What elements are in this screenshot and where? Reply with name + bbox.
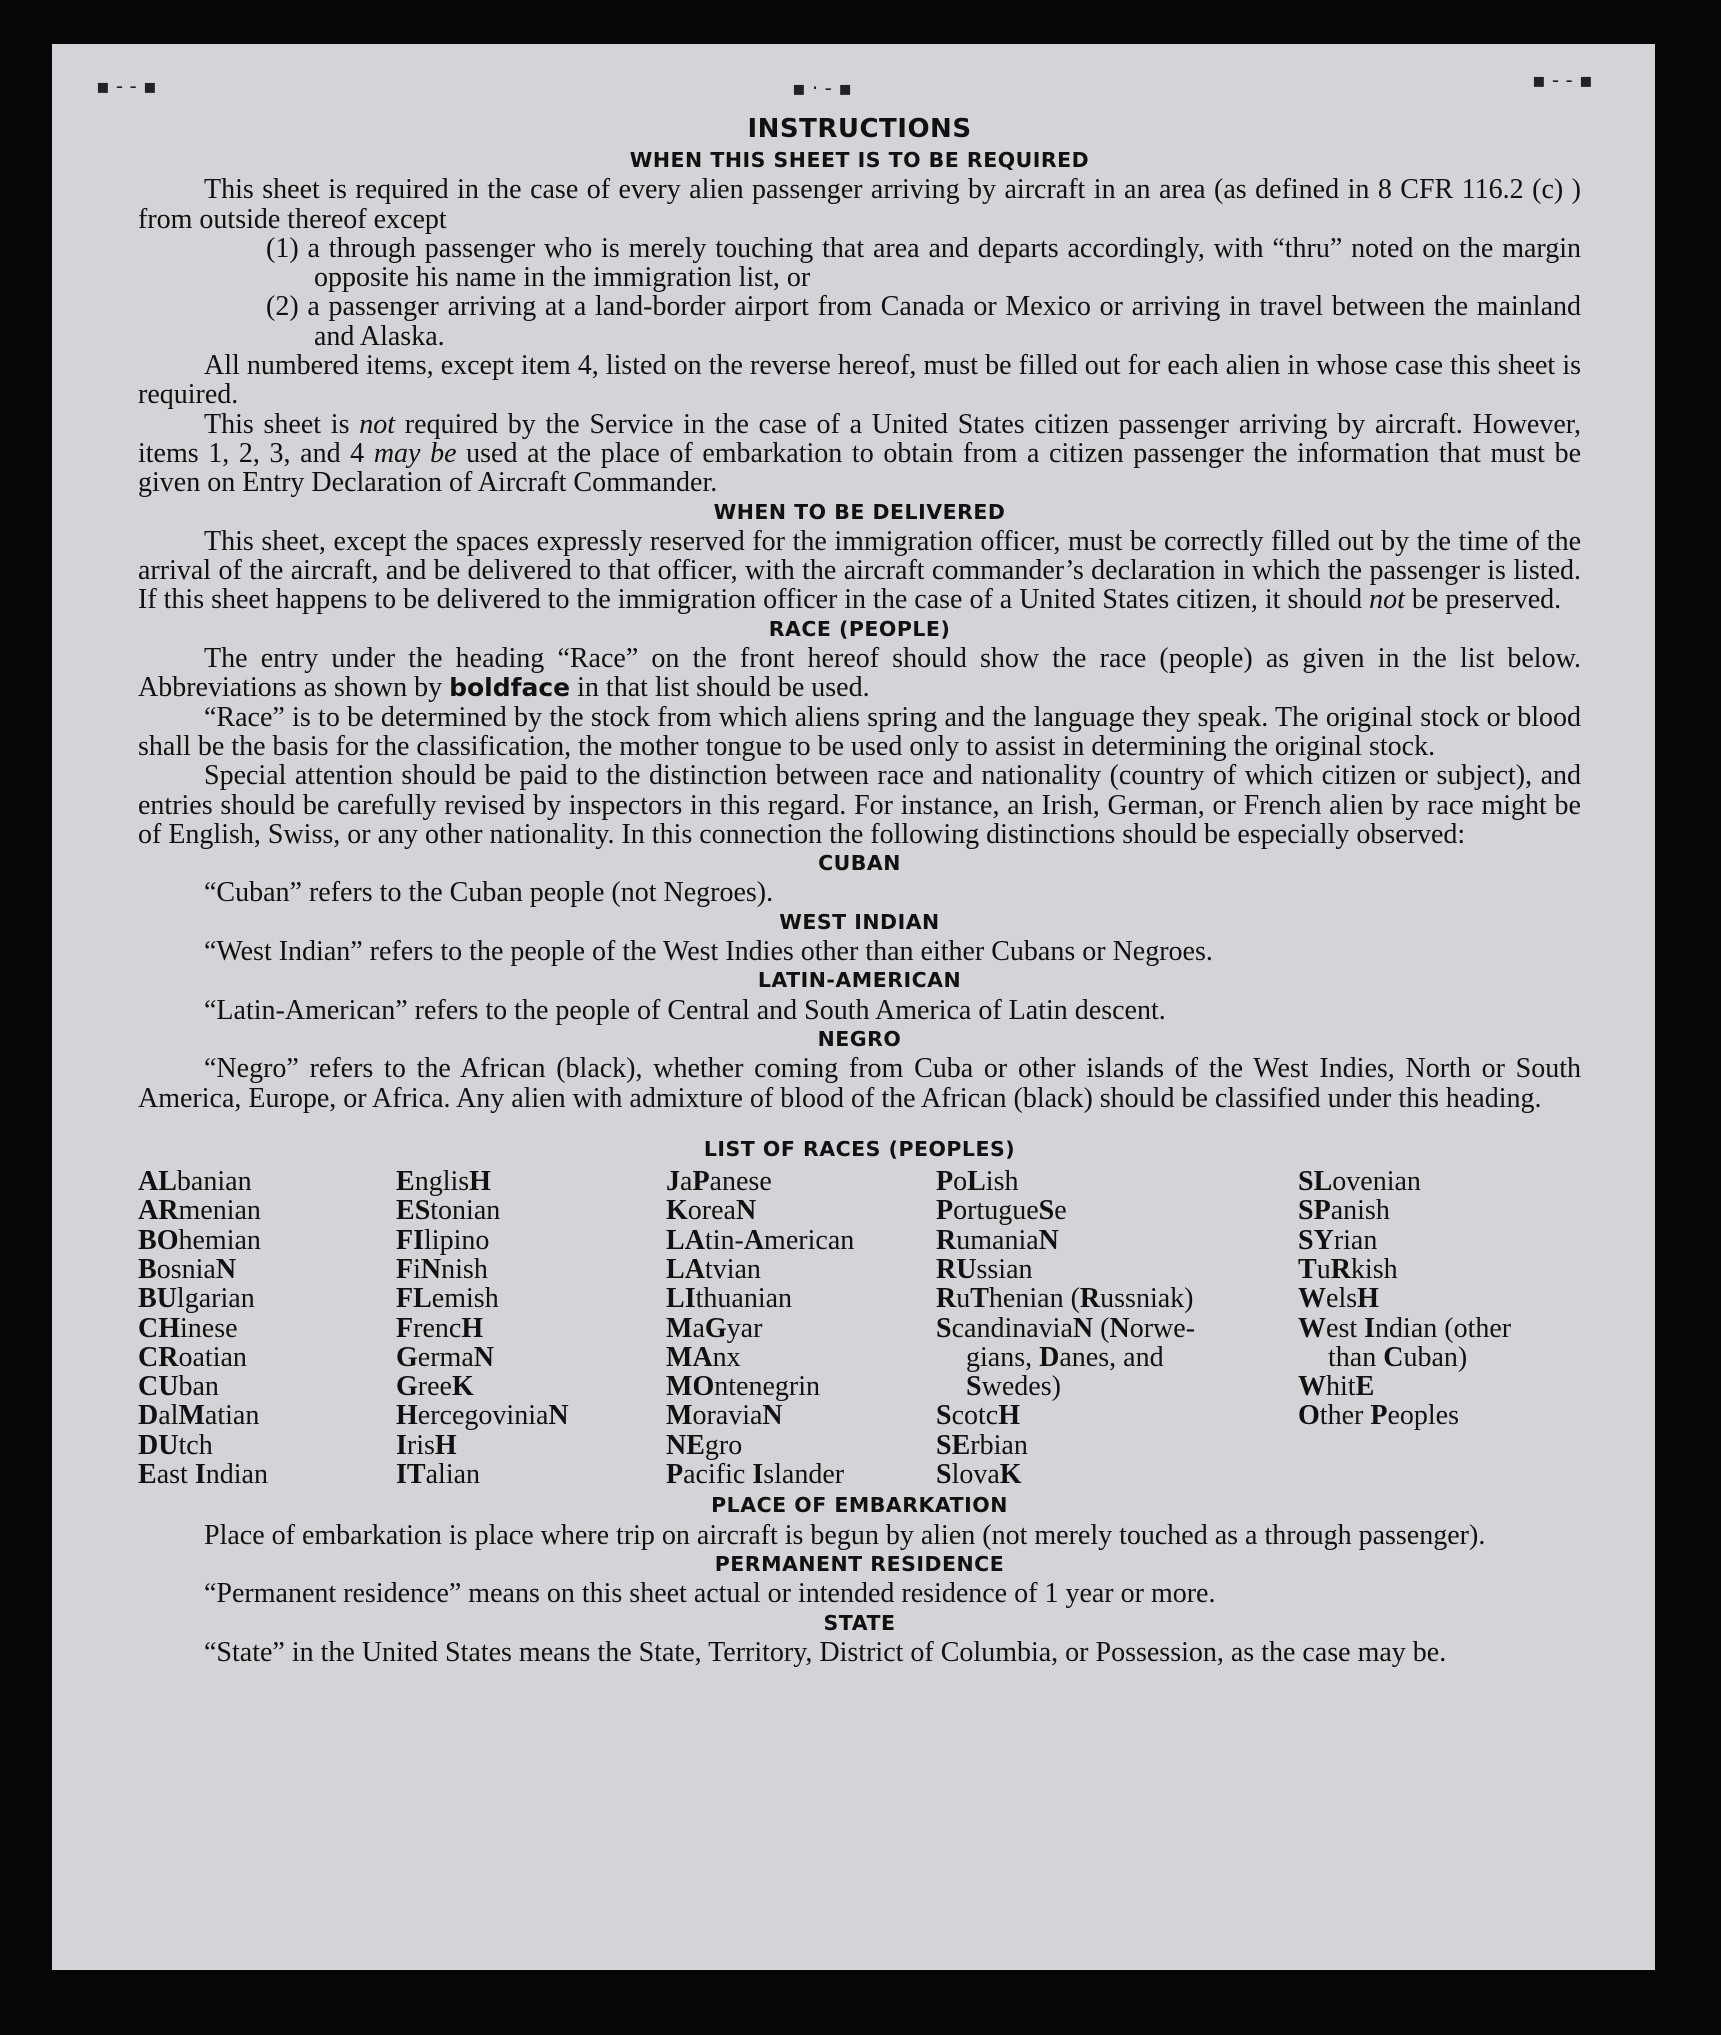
exception-item-1: (1) a through passenger who is merely touching that area and departs accordingly, with “thru” noted on the margin opposite his name in the immigration list, or — [266, 232, 1581, 294]
race-entry: CHinese — [138, 1312, 238, 1344]
races-column — [666, 1167, 936, 1489]
race-entry: EStonian — [396, 1195, 501, 1227]
main-title: INSTRUCTIONS — [747, 114, 972, 144]
races-column — [1298, 1167, 1581, 1489]
races-column — [936, 1167, 1298, 1489]
race-entry: ARmenian — [138, 1195, 261, 1227]
race-entry: West Indian (other — [1298, 1312, 1512, 1344]
race-entry: ITalian — [396, 1459, 481, 1491]
section-heading-race: RACE (PEOPLE) — [768, 616, 951, 641]
section-heading-list-of-races: LIST OF RACES (PEOPLES) — [703, 1136, 1016, 1161]
punch-marks: ▪ · ‐ ▪ — [792, 76, 852, 100]
race-entry: MaGyar — [666, 1312, 763, 1344]
race-entry: WhitE — [1298, 1371, 1375, 1403]
punch-marks: ▪ ‐ ‐ ▪ — [1532, 68, 1593, 92]
race-entry: WelsH — [1298, 1283, 1379, 1315]
required-intro: This sheet is required in the case of every alien passenger arriving by aircraft in an area (as defined in 8 CFR 116.2 (c) ) from outside thereof except — [138, 174, 1581, 235]
race-entry: LAtvian — [666, 1253, 761, 1285]
race-entry: gians, Danes, and — [966, 1341, 1164, 1373]
race-entry: BUlgarian — [138, 1283, 255, 1315]
races-list — [138, 1167, 1581, 1489]
race-paragraph-3: Special attention should be paid to the distinction between race and nationality (country of which citizen or subject), and entries should be carefully revised by inspectors in this regard. For instance, an Irish, German, or French alien by race might be of English, Swiss, or any other nationality. In this connection the following distinctions should be especially observed: — [138, 760, 1581, 850]
race-entry: MOntenegrin — [666, 1371, 820, 1403]
embarkation-definition: Place of embarkation is place where trip on aircraft is begun by alien (not merely touched as a through passenger). — [204, 1519, 1486, 1551]
races-column — [138, 1167, 396, 1489]
race-entry: PortugueSe — [936, 1195, 1067, 1227]
subheading-negro: NEGRO — [817, 1026, 902, 1051]
race-entry: GermaN — [396, 1341, 494, 1373]
instruction-sheet — [52, 44, 1655, 1970]
race-entry: East Indian — [138, 1459, 268, 1491]
race-entry: than Cuban) — [1328, 1341, 1468, 1373]
state-definition: “State” in the United States means the State, Territory, District of Columbia, or Possession, as the case may be. — [204, 1636, 1447, 1668]
race-entry: LAtin-American — [666, 1224, 855, 1256]
section-heading-place-of-embarkation: PLACE OF EMBARKATION — [711, 1493, 1008, 1518]
subheading-latin-american: LATIN-AMERICAN — [757, 968, 962, 993]
race-entry: EnglisH — [396, 1166, 491, 1198]
race-entry: ScandinaviaN (Norwe- — [936, 1312, 1196, 1344]
race-entry: RuThenian (Russniak) — [936, 1283, 1194, 1315]
race-entry: LIthuanian — [666, 1283, 793, 1315]
race-entry: PoLish — [936, 1166, 1019, 1198]
race-entry: SErbian — [936, 1429, 1028, 1461]
delivery-paragraph: This sheet, except the spaces expressly reserved for the immigration officer, must be correctly filled out by the time of the arrival of the aircraft, and be delivered to that officer, with the aircraft commander’s declaration in which the passenger is listed. If this sheet happens to be delivered to the immigration officer in the case of a United States citizen, it should not be preserved. — [138, 525, 1581, 616]
race-entry: HercegoviniaN — [396, 1400, 569, 1432]
subheading-cuban: CUBAN — [818, 851, 901, 876]
races-column — [396, 1167, 666, 1489]
numbered-items-paragraph: All numbered items, except item 4, listed on the reverse hereof, must be filled out for each alien in whose case this sheet is required. — [138, 350, 1581, 411]
race-entry: IrisH — [396, 1429, 457, 1461]
race-entry: RUssian — [936, 1253, 1033, 1285]
section-heading-when-delivered: WHEN TO BE DELIVERED — [713, 499, 1006, 524]
race-entry: SLovenian — [1298, 1166, 1421, 1198]
race-entry: DalMatian — [138, 1400, 260, 1432]
west-indian-definition: “West Indian” refers to the people of the West Indies other than either Cubans or Negroes. — [204, 936, 1213, 968]
race-entry: Pacific Islander — [666, 1459, 845, 1491]
citizen-not-required-paragraph: This sheet is not required by the Service in the case of a United States citizen passenger arriving by aircraft. However, items 1, 2, 3, and 4 may be used at the place of embarkation to obtain from a citizen passenger the information that must be given on Entry Declaration of Aircraft Commander. — [138, 408, 1582, 499]
race-entry: BOhemian — [138, 1224, 261, 1256]
race-entry: FIlipino — [396, 1224, 490, 1256]
race-entry: BosniaN — [138, 1253, 237, 1285]
race-entry: FiNnish — [396, 1253, 488, 1285]
race-entry: MoraviaN — [666, 1400, 783, 1432]
race-entry: NEgro — [666, 1429, 743, 1461]
race-entry: KoreaN — [666, 1195, 757, 1227]
race-entry: SlovaK — [936, 1459, 1022, 1491]
subheading-west-indian: WEST INDIAN — [779, 909, 940, 934]
race-entry: CUban — [138, 1371, 219, 1403]
race-entry: ScotcH — [936, 1400, 1021, 1432]
section-heading-state: STATE — [823, 1610, 896, 1635]
race-entry: JaPanese — [666, 1166, 772, 1198]
race-entry: DUtch — [138, 1429, 213, 1461]
race-entry: GreeK — [396, 1371, 474, 1403]
race-entry: FLemish — [396, 1283, 499, 1315]
race-entry: MAnx — [666, 1341, 741, 1373]
race-entry: TuRkish — [1298, 1253, 1398, 1285]
punch-marks: ▪ ‐ ‐ ▪ — [96, 74, 157, 98]
cuban-definition: “Cuban” refers to the Cuban people (not Negroes). — [204, 877, 774, 909]
section-heading-when-required: WHEN THIS SHEET IS TO BE REQUIRED — [629, 148, 1090, 172]
race-entry: CRoatian — [138, 1341, 247, 1373]
race-paragraph-1: The entry under the heading “Race” on the front hereof should show the race (people) as given in the list below. Abbreviations as shown by boldface in that list should be used. — [138, 643, 1581, 704]
race-paragraph-2: “Race” is to be determined by the stock from which aliens spring and the language they speak. The original stock or blood shall be the basis for the classification, the mother tongue to be used only to assist in determining the original stock. — [138, 701, 1581, 762]
race-entry: Other Peoples — [1298, 1400, 1459, 1432]
race-entry: SYrian — [1298, 1224, 1378, 1256]
race-entry: FrencH — [396, 1312, 484, 1344]
race-entry: ALbanian — [138, 1166, 252, 1198]
latin-american-definition: “Latin-American” refers to the people of Central and South America of Latin descent. — [204, 994, 1166, 1026]
race-entry: RumaniaN — [936, 1224, 1059, 1256]
race-entry: Swedes) — [966, 1371, 1061, 1403]
race-entry: SPanish — [1298, 1195, 1390, 1227]
negro-definition: “Negro” refers to the African (black), whether coming from Cuba or other islands of the West Indies, North or South America, Europe, or Africa. Any alien with admixture of blood of the African (black) should be classified under this heading. — [138, 1053, 1581, 1114]
section-heading-permanent-residence: PERMANENT RESIDENCE — [714, 1551, 1005, 1576]
residence-definition: “Permanent residence” means on this sheet actual or intended residence of 1 year or more. — [204, 1578, 1216, 1610]
exception-item-2: (2) a passenger arriving at a land-border airport from Canada or Mexico or arriving in travel between the mainland and Alaska. — [266, 291, 1581, 352]
